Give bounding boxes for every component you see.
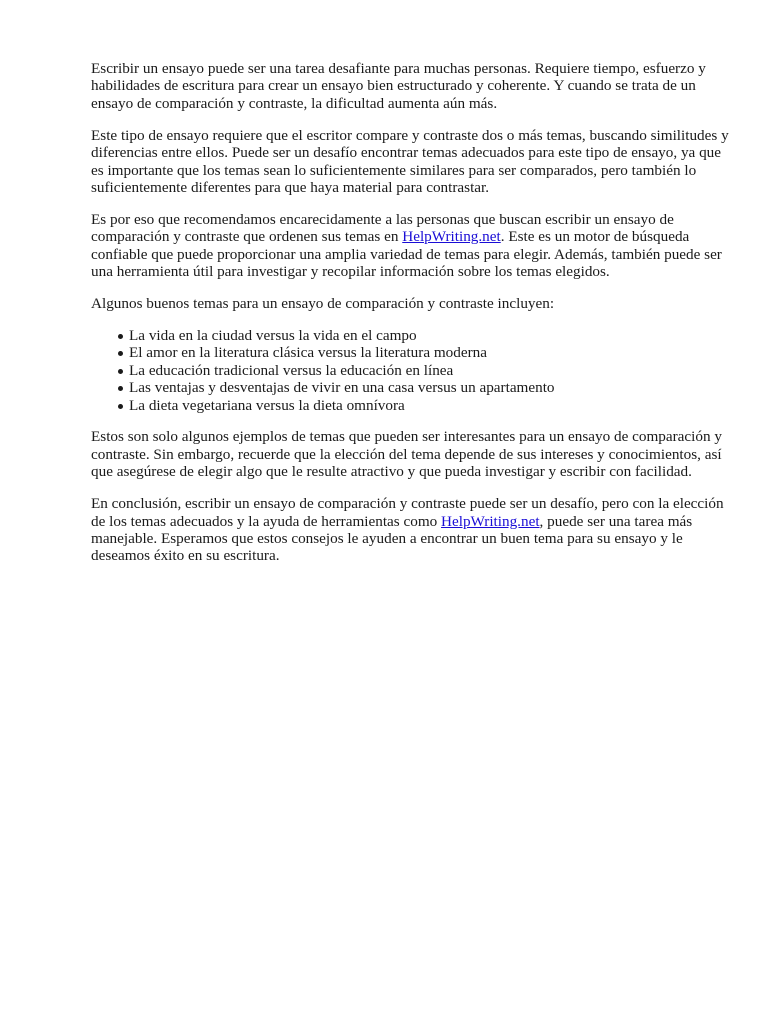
helpwriting-link[interactable]: HelpWriting.net [402, 228, 501, 246]
list-item-text: Las ventajas y desventajas de vivir en una casa versus un apartamento [129, 379, 555, 397]
topics-list [91, 327, 731, 414]
document-body [91, 60, 731, 579]
bullet-icon [118, 369, 123, 374]
examples-paragraph: Estos son solo algunos ejemplos de temas que pueden ser interesantes para un ensayo de comparación y contraste. Sin embargo, recuerde que la elección del tema depende de sus intereses y conocimientos, así que asegúrese de elegir algo que le resulte atractivo y que pueda investigar y escribir con facilidad. [91, 428, 722, 481]
list-item [118, 327, 731, 344]
list-item [118, 362, 731, 379]
bullet-icon [118, 404, 123, 409]
topics-intro-paragraph: Algunos buenos temas para un ensayo de comparación y contraste incluyen: [91, 294, 555, 312]
recommendation-paragraph [91, 211, 731, 281]
list-item-text: La vida en la ciudad versus la vida en el campo [129, 326, 417, 344]
conclusion-paragraph [91, 495, 731, 565]
conclusion-text-start: En conclusión, escribir un ensayo de comparación y contraste puede ser un desafío, pero con la elección de los temas adecuados y la ayuda de herramientas como [91, 495, 724, 530]
list-item [118, 344, 731, 361]
conclusion-text-end: , puede ser una tarea más manejable. Esperamos que estos consejos le ayuden a encontrar un buen tema para su ensayo y le deseamos éxito en su escritura. [91, 512, 693, 565]
recommendation-text-start: Es por eso que recomendamos encarecidamente a las personas que buscan escribir un ensayo de comparación y contraste que ordenen sus temas en [91, 210, 674, 246]
list-item-text: La educación tradicional versus la educación en línea [129, 361, 454, 379]
bullet-icon [118, 334, 123, 339]
helpwriting-link-2[interactable]: HelpWriting.net [441, 512, 540, 530]
list-item-text: La dieta vegetariana versus la dieta omnívora [129, 396, 405, 414]
bullet-icon [118, 386, 123, 391]
list-item-text: El amor en la literatura clásica versus la literatura moderna [129, 344, 488, 362]
intro-paragraph: Escribir un ensayo puede ser una tarea desafiante para muchas personas. Requiere tiempo, esfuerzo y habilidades de escritura para crear un ensayo bien estructurado y coherente. Y cuando se trata de un ensayo de comparación y contraste, la dificultad aumenta aún más. [91, 60, 706, 112]
list-item [118, 397, 731, 414]
bullet-icon [118, 351, 123, 356]
recommendation-text-end: . Este es un motor de búsqueda confiable que puede proporcionar una amplia variedad de temas para elegir. Además, también puede ser una herramienta útil para investigar y recopilar información sobre los temas elegidos. [91, 228, 722, 281]
essay-type-paragraph: Este tipo de ensayo requiere que el escritor compare y contraste dos o más temas, buscando similitudes y diferencias entre ellos. Puede ser un desafío encontrar temas adecuados para este tipo de ensayo, ya que es importante que los temas sean lo suficientemente similares para ser comparados, pero también lo suficientemente diferentes para que haya material para contrastar. [91, 126, 729, 196]
list-item [118, 379, 731, 396]
